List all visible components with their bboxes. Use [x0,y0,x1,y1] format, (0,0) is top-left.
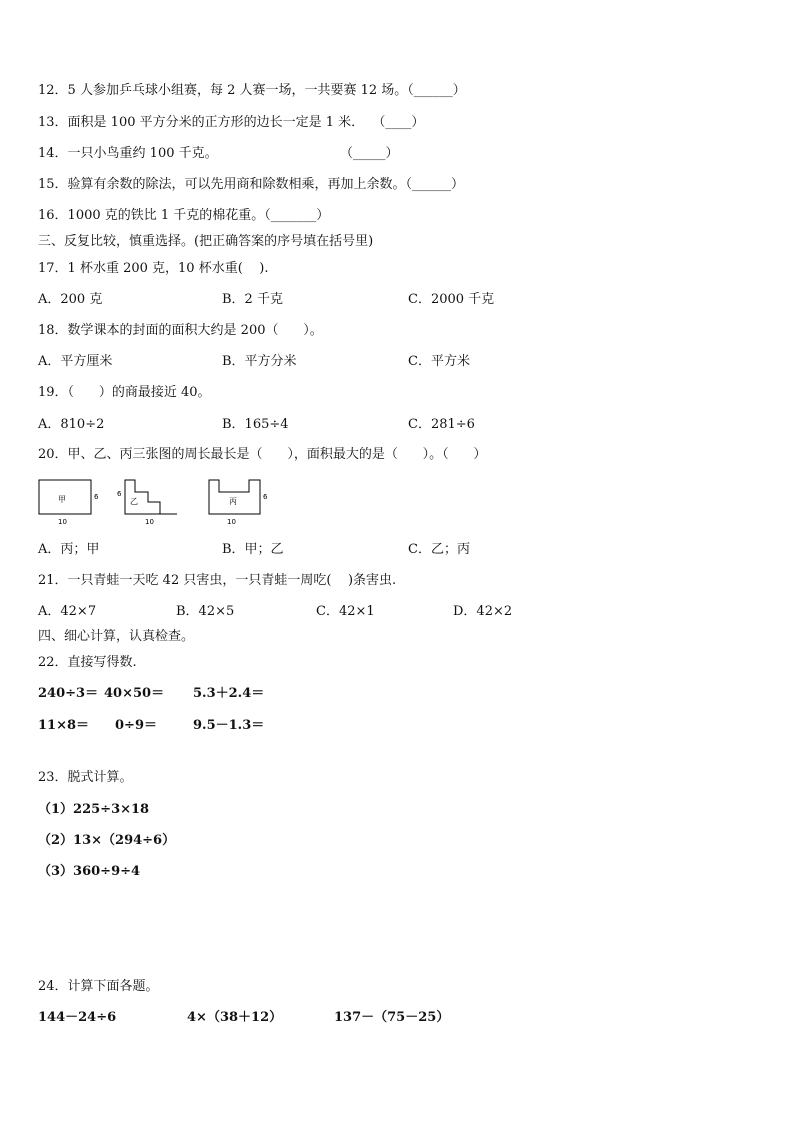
q17-option-a: A．200 克 [38,292,103,307]
question-24: 24．计算下面各题。 [38,979,159,994]
question-12: 12．5 人参加乒乓球小组赛，每 2 人赛一场，一共要赛 12 场。（______） [38,83,466,98]
figure-bing [205,478,275,532]
q19-option-a: A．810÷2 [38,417,105,432]
q22-item-5: 0÷9＝ [115,718,157,733]
q23-item-3: （3）360÷9÷4 [38,864,141,879]
q17-option-b: B．2 千克 [222,292,283,307]
q18-option-c: C．平方米 [408,354,470,369]
figure-bing-label: 丙 [229,497,237,506]
figure-yi-width: 10 [145,518,154,526]
q24-item-2: 4×（38＋12） [187,1010,283,1025]
q22-item-6: 9.5－1.3＝ [193,718,265,733]
q23-item-1: （1）225÷3×18 [38,802,150,817]
figure-bing-width: 10 [227,518,236,526]
figure-yi-label: 乙 [130,497,138,506]
q20-option-a: A．丙；甲 [38,542,100,557]
section-3-heading: 三、反复比较，慎重选择。(把正确答案的序号填在括号里) [38,234,374,249]
question-18: 18．数学课本的封面的面积大约是 200（ ）。 [38,323,323,338]
q21-option-c: C．42×1 [316,604,375,619]
q18-option-a: A．平方厘米 [38,354,113,369]
question-14-blank: （_____） [340,146,399,161]
q19-option-c: C．281÷6 [408,417,475,432]
q24-item-1: 144－24÷6 [38,1010,117,1025]
question-23: 23．脱式计算。 [38,770,133,785]
q21-option-b: B．42×5 [176,604,235,619]
q18-option-b: B．平方分米 [222,354,297,369]
question-19: 19．（ ）的商最接近 40。 [38,385,211,400]
q22-item-4: 11×8＝ [38,718,90,733]
figure-yi [115,478,190,532]
question-13: 13．面积是 100 平方分米的正方形的边长一定是 1 米． （____） [38,115,425,130]
q24-item-3: 137－（75－25） [334,1010,450,1025]
q23-item-2: （2）13×（294÷6） [38,833,176,848]
question-22: 22．直接写得数. [38,655,137,670]
question-14: 14．一只小鸟重约 100 千克。 [38,146,218,161]
figure-jia [38,478,108,532]
figure-jia-label: 甲 [58,495,66,504]
question-15: 15．验算有余数的除法，可以先用商和除数相乘，再加上余数。（______） [38,177,465,192]
q22-item-2: 40×50＝ [104,686,165,701]
q21-option-d: D．42×2 [453,604,513,619]
q17-option-c: C．2000 千克 [408,292,495,307]
figure-yi-height: 6 [117,490,122,498]
q22-item-1: 240÷3＝ [38,686,99,701]
question-17: 17．1 杯水重 200 克，10 杯水重( ). [38,261,269,276]
section-4-heading: 四、细心计算，认真检查。 [38,629,195,644]
question-16: 16．1000 克的铁比 1 千克的棉花重。（_______） [38,208,330,223]
figure-jia-width: 10 [58,518,67,526]
question-20: 20．甲、乙、丙三张图的周长最长是（ ），面积最大的是（ ）。（ ） [38,447,487,462]
question-21: 21．一只青蛙一天吃 42 只害虫，一只青蛙一周吃( )条害虫. [38,573,397,588]
q21-option-a: A．42×7 [38,604,97,619]
q20-option-b: B．甲；乙 [222,542,284,557]
figure-jia-height: 6 [94,493,99,501]
q20-option-c: C．乙；丙 [408,542,470,557]
figure-bing-height: 6 [263,493,268,501]
q22-item-3: 5.3＋2.4＝ [193,686,265,701]
q19-option-b: B．165÷4 [222,417,289,432]
